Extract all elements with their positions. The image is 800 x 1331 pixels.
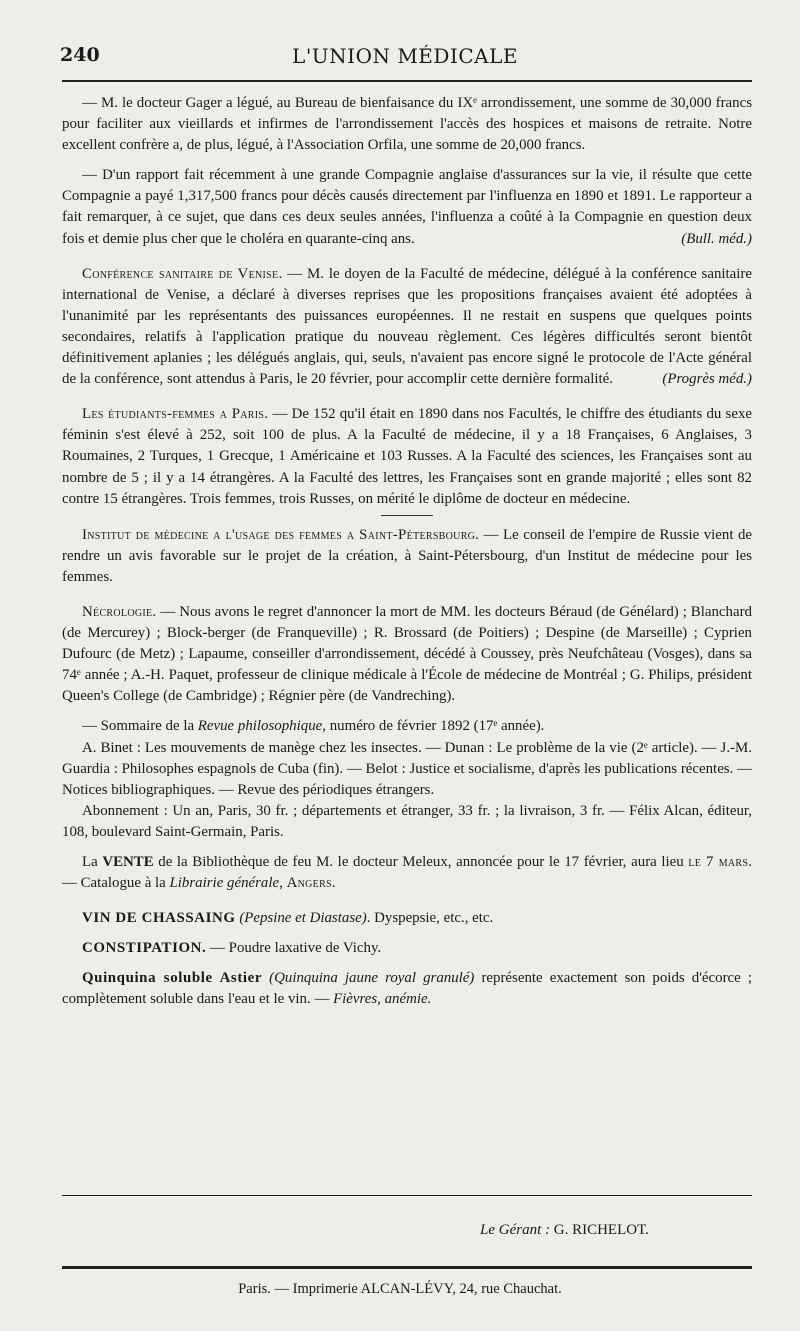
ad-vin-chassaing: VIN DE CHASSAING (Pepsine et Diastase). Dyspepsie, etc., etc. — [82, 910, 494, 927]
ad-quinquina: Quinquina soluble Astier (Quinquina jaune royal granulé) représente exactement son poids d'écorce ; complètement soluble dans l'eau et le vin. — Fièvres, anémie. — [62, 970, 752, 1008]
footer-rule — [62, 1195, 752, 1196]
gerant-signature — [480, 1222, 649, 1239]
paragraph-venice-conference — [62, 264, 752, 391]
paragraph-text: — De 152 qu'il était en 1890 dans nos Facultés, le chiffre des étudiants du sexe féminin s'est élevé à 252, soit 100 de plus. A la Faculté de médecine, il y a 18 Françaises, 6 Anglaises, 3 Roumaines, 2 Turques, 1 Grecque, 1 Américaine et 103 Russes. A la Faculté des sciences, les Françaises sont au nombre de 5 ; il y a 14 étrangères. A la Faculté des lettres, les Françaises sont en grande majorité ; elles sont 82 contre 15 étrangères. Trois femmes, trois Russes, on mérité le diplôme de docteur en médecine. — [62, 406, 753, 507]
ad-constipation: CONSTIPATION. — Poudre laxative de Vichy. — [82, 940, 382, 957]
journal-name: Revue philosophique — [197, 718, 323, 735]
paragraph-women-students — [62, 404, 752, 509]
paragraph-subscription: Abonnement : Un an, Paris, 30 fr. ; départements et étranger, 33 fr. ; la livraison, 3 fr. — Félix Alcan, éditeur, 108, boulevard Saint-Germain, Paris. — [62, 802, 752, 840]
page-header — [60, 44, 750, 74]
paragraph-lead: Nécrologie. — [82, 603, 157, 620]
paragraph-influenza-insurance — [62, 165, 752, 249]
gerant-label: Le Gérant : — [480, 1222, 550, 1238]
sale-keyword: VENTE — [102, 854, 154, 870]
page-number: 240 — [60, 44, 100, 66]
paragraph-revue-contents: A. Binet : Les mouvements de manège chez les insectes. — Dunan : Le problème de la vie (2ᵉ article). — J.-M. Guardia : Philosophes espagnols de Cuba (fin). — Belot : Justice et socialisme, d'après les publications récentes. — Notices bibliographiques. — Revue des périodiques étrangers. — [62, 739, 752, 798]
paragraph-lead: Les étudiants-femmes a Paris. — [82, 406, 269, 423]
ad-name: Quinquina soluble Astier — [82, 970, 263, 987]
paragraph-revue-summary-title: — Sommaire de la Revue philosophique, numéro de février 1892 (17ᵉ année). — [82, 718, 545, 735]
paragraph-necrology — [62, 602, 752, 707]
running-title: L'UNION MÉDICALE — [292, 44, 518, 68]
footer-rule-thick — [62, 1266, 752, 1269]
section-divider — [381, 515, 433, 516]
article-body — [62, 93, 752, 1011]
header-rule — [62, 80, 752, 82]
paragraph-lead: Institut de médecine a l'usage des femmes a Saint-Pétersbourg. — [82, 526, 480, 543]
paragraph-text: — Le conseil de l'empire de Russie vient de rendre un avis favorable sur le projet de la création, à Saint-Pétersbourg, d'un Institut de médecine pour les femmes. — [62, 526, 753, 585]
paragraph-text: — Nous avons le regret d'annoncer la mort de MM. les docteurs Béraud (de Génélard) ; Blanchard (de Mercurey) ; Block-berger (de Franqueville) ; R. Brossard (de Poitiers) ; Despine (de Marseille) ; Cyprien Dufourc (de Metz) ; Lapaume, conseiller d'arrondissement, décédé à Coussey, près Neufchâteau (Vosges), dans sa 74ᵉ année ; A.-H. Paquet, professeur de clinique médicale à l'École de médecine de Montréal ; G. Philips, président Queen's College (de Cambridge) ; Régnier père (de Vandreching). — [62, 603, 752, 705]
gerant-name: G. RICHELOT. — [553, 1222, 649, 1238]
source-citation: (Progrès méd.) — [662, 371, 752, 388]
printer-imprint: Paris. — Imprimerie ALCAN-LÉVY, 24, rue Chauchat. — [238, 1281, 562, 1297]
ad-name: CONSTIPATION. — [82, 940, 207, 957]
paragraph-text: — M. le doyen de la Faculté de médecine, délégué à la conférence sanitaire international de Venise, a déclaré à diverses reprises que les propositions françaises avaient été adoptées à l'unanimité par les représentants des puissances européennes. Il ne restait en suspens que quelques points secondaires, relatifs à l'application pratique du nouveau règlement. Ces légères difficultés seront bientôt définitivement aplanies ; les délégués anglais, qui, seuls, n'avaient pas encore signé le protocole de l'Acte général de la conférence, sont attendus à Paris, le 20 février, pour accomplir cette dernière formalité. — [62, 265, 752, 388]
paragraph-gager-bequest: — M. le docteur Gager a légué, au Bureau de bienfaisance du IXᵉ arrondissement, une somme de 30,000 francs pour faciliter aux vieillards et infirmes de l'arrondissement l'accès des hospices et maisons de retraite. Notre excellent confrère a, de plus, légué, à l'Association Orfila, une somme de 20,000 francs. — [62, 95, 752, 154]
source-citation: (Bull. méd.) — [681, 230, 752, 247]
paragraph-lead: Conférence sanitaire de Venise. — [82, 265, 283, 282]
paragraph-st-petersburg-institute — [62, 525, 752, 588]
ad-name: VIN DE CHASSAING — [82, 910, 236, 927]
paragraph-library-sale: La VENTE de la Bibliothèque de feu M. le docteur Meleux, annoncée pour le 17 février, aura lieu le 7 mars. — Catalogue à la Librairie générale, Angers. — [62, 854, 752, 892]
paragraph-text: — D'un rapport fait récemment à une grande Compagnie anglaise d'assurances sur la vie, il résulte que cette Compagnie a payé 1,317,500 francs pour décès causés directement par l'influenza en 1890 et 1891. Le rapporteur a fait remarquer, à ce sujet, que dans ces deux seules années, l'influenza a coûté à la Compagnie en question deux fois et demie plus cher que le choléra en quarante-cinq ans. — [62, 167, 752, 247]
